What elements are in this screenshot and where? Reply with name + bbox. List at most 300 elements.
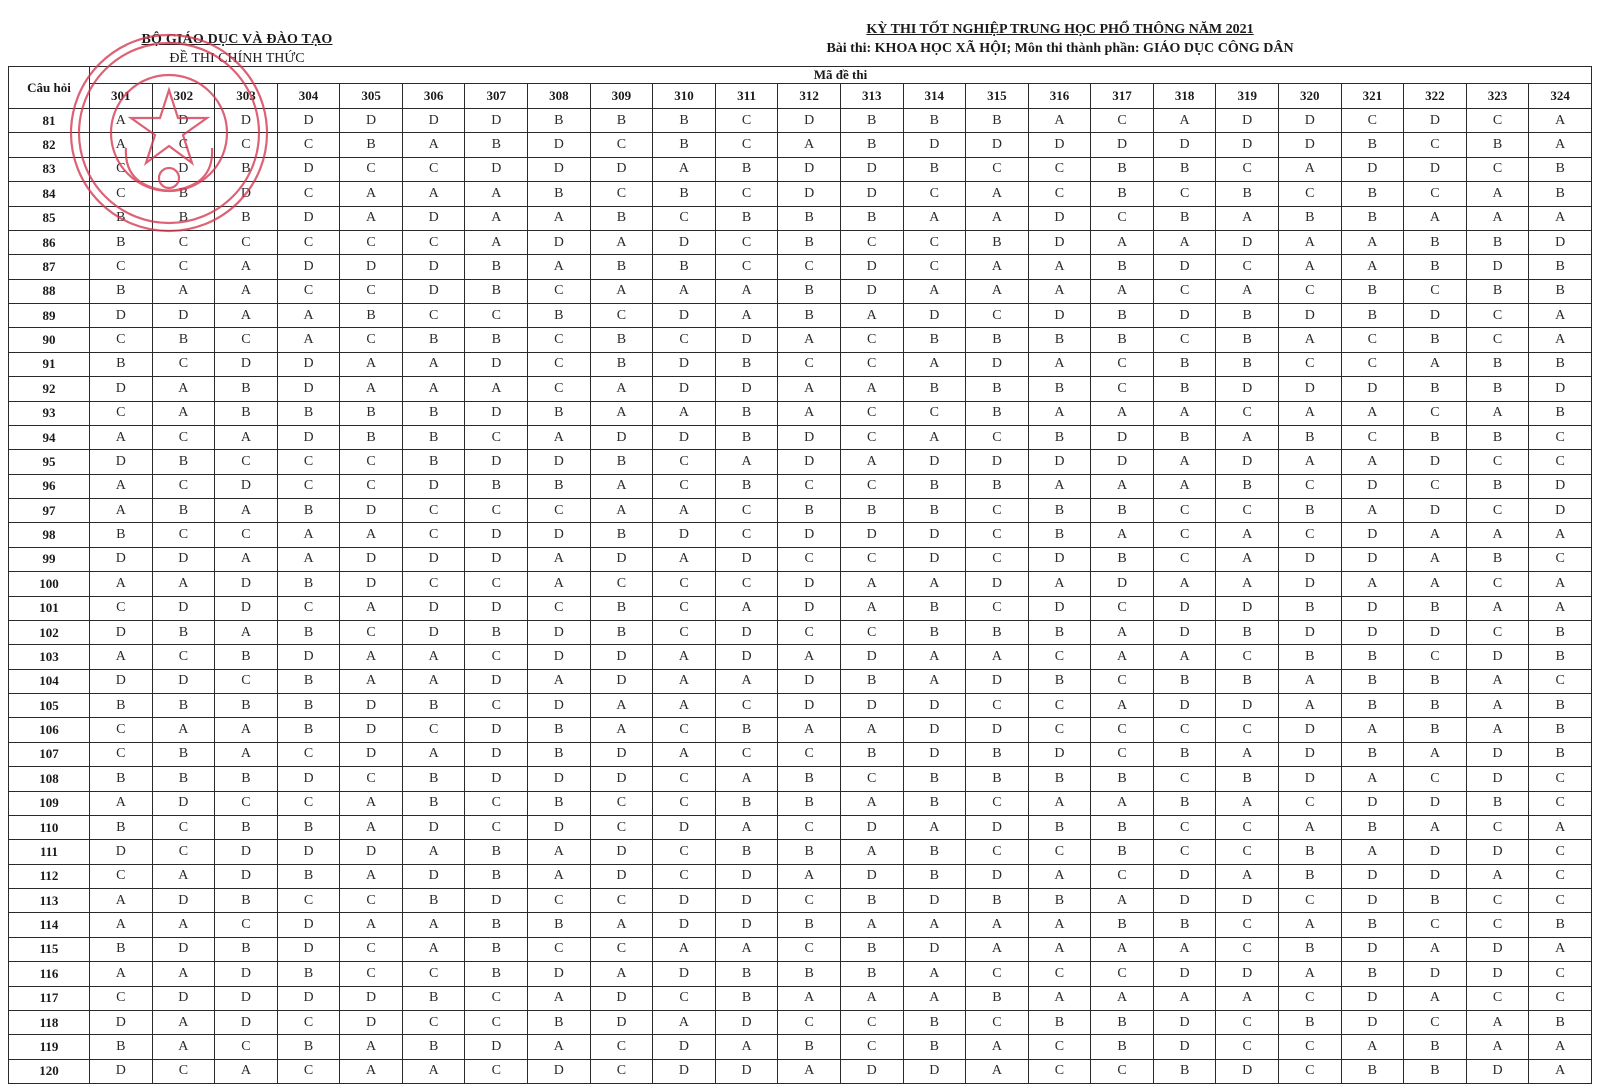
answer-cell: B: [152, 742, 215, 766]
answer-cell: D: [1278, 572, 1341, 596]
answer-cell: A: [1091, 523, 1154, 547]
answer-cell: C: [152, 815, 215, 839]
answer-cell: D: [590, 864, 653, 888]
answer-cell: B: [1028, 523, 1091, 547]
answer-cell: D: [715, 1010, 778, 1034]
answer-cell: A: [590, 694, 653, 718]
question-number: 113: [9, 889, 90, 913]
answer-cell: D: [590, 767, 653, 791]
answer-cell: A: [966, 1059, 1029, 1083]
table-row: [9, 1059, 1592, 1083]
answer-cell: D: [1341, 1010, 1404, 1034]
answer-cell: A: [903, 206, 966, 230]
answer-cell: D: [1153, 133, 1216, 157]
answer-cell: D: [840, 279, 903, 303]
answer-cell: A: [903, 913, 966, 937]
answer-cell: B: [402, 889, 465, 913]
answer-cell: B: [1341, 182, 1404, 206]
answer-cell: A: [1216, 206, 1279, 230]
answer-cell: D: [402, 815, 465, 839]
answer-cell: D: [590, 425, 653, 449]
table-row: [9, 962, 1592, 986]
answer-cell: C: [1091, 109, 1154, 133]
answer-cell: D: [465, 401, 528, 425]
answer-cell: B: [1529, 255, 1592, 279]
answer-cell: B: [1341, 645, 1404, 669]
answer-cell: B: [966, 377, 1029, 401]
answer-cell: B: [966, 767, 1029, 791]
answer-cell: A: [90, 474, 153, 498]
exam-code-310: 310: [653, 84, 716, 109]
answer-cell: C: [590, 304, 653, 328]
table-row: [9, 352, 1592, 376]
answer-cell: B: [340, 425, 403, 449]
answer-cell: C: [152, 840, 215, 864]
answer-cell: A: [402, 913, 465, 937]
answer-cell: B: [1404, 425, 1467, 449]
answer-cell: C: [840, 230, 903, 254]
answer-cell: D: [1341, 986, 1404, 1010]
answer-cell: A: [966, 1035, 1029, 1059]
answer-cell: C: [1466, 450, 1529, 474]
answer-cell: C: [465, 815, 528, 839]
answer-cell: D: [653, 889, 716, 913]
table-row: [9, 255, 1592, 279]
answer-cell: D: [1278, 109, 1341, 133]
answer-cell: A: [1341, 450, 1404, 474]
answer-cell: A: [340, 1035, 403, 1059]
answer-cell: A: [1404, 352, 1467, 376]
answer-cell: D: [402, 109, 465, 133]
answer-cell: B: [1091, 255, 1154, 279]
answer-cell: A: [840, 572, 903, 596]
answer-cell: D: [1028, 230, 1091, 254]
answer-cell: B: [715, 401, 778, 425]
answer-cell: A: [903, 645, 966, 669]
answer-cell: C: [1216, 913, 1279, 937]
answer-cell: B: [1153, 425, 1216, 449]
answer-cell: D: [1091, 425, 1154, 449]
answer-cell: A: [1028, 279, 1091, 303]
answer-cell: A: [1216, 425, 1279, 449]
answer-cell: C: [903, 255, 966, 279]
answer-cell: A: [1404, 206, 1467, 230]
answer-cell: B: [277, 1035, 340, 1059]
answer-cell: B: [590, 328, 653, 352]
answer-cell: A: [152, 913, 215, 937]
answer-cell: B: [1216, 767, 1279, 791]
answer-cell: D: [90, 377, 153, 401]
answer-cell: A: [653, 645, 716, 669]
table-row: [9, 1035, 1592, 1059]
answer-cell: A: [1028, 352, 1091, 376]
answer-cell: A: [277, 523, 340, 547]
answer-cell: A: [1278, 694, 1341, 718]
answer-cell: D: [215, 986, 278, 1010]
answer-cell: C: [277, 889, 340, 913]
answer-cell: C: [1529, 889, 1592, 913]
answer-cell: D: [528, 815, 591, 839]
answer-cell: C: [715, 523, 778, 547]
answer-cell: B: [402, 425, 465, 449]
answer-cell: C: [590, 815, 653, 839]
answer-cell: D: [465, 596, 528, 620]
answer-cell: D: [402, 255, 465, 279]
answer-cell: C: [402, 157, 465, 181]
answer-cell: B: [465, 962, 528, 986]
answer-cell: D: [277, 937, 340, 961]
answer-cell: C: [90, 328, 153, 352]
answer-cell: D: [1028, 742, 1091, 766]
answer-cell: B: [1028, 1010, 1091, 1034]
answer-cell: A: [1153, 109, 1216, 133]
answer-cell: C: [340, 474, 403, 498]
answer-cell: B: [90, 352, 153, 376]
answer-cell: B: [277, 718, 340, 742]
answer-cell: C: [1216, 255, 1279, 279]
answer-cell: B: [840, 499, 903, 523]
answer-cell: D: [215, 572, 278, 596]
answer-cell: D: [1341, 620, 1404, 644]
answer-cell: B: [1529, 694, 1592, 718]
answer-cell: C: [215, 230, 278, 254]
answer-cell: D: [528, 645, 591, 669]
answer-cell: A: [778, 1059, 841, 1083]
answer-cell: C: [1404, 913, 1467, 937]
answer-cell: A: [1341, 499, 1404, 523]
answer-cell: A: [840, 913, 903, 937]
answer-cell: B: [90, 523, 153, 547]
answer-cell: A: [1466, 718, 1529, 742]
answer-cell: D: [903, 547, 966, 571]
answer-cell: D: [277, 352, 340, 376]
answer-cell: A: [1028, 913, 1091, 937]
answer-cell: C: [966, 596, 1029, 620]
answer-cell: A: [1216, 547, 1279, 571]
answer-cell: B: [1091, 499, 1154, 523]
question-number: 85: [9, 206, 90, 230]
answer-cell: D: [1216, 889, 1279, 913]
answer-cell: D: [528, 694, 591, 718]
answer-cell: B: [966, 230, 1029, 254]
answer-cell: C: [277, 182, 340, 206]
answer-cell: B: [715, 352, 778, 376]
answer-cell: D: [1278, 304, 1341, 328]
answer-cell: C: [215, 523, 278, 547]
answer-cell: A: [715, 669, 778, 693]
answer-cell: B: [1278, 499, 1341, 523]
exam-code-303: 303: [215, 84, 278, 109]
answer-cell: D: [966, 572, 1029, 596]
answer-cell: A: [715, 815, 778, 839]
answer-cell: D: [340, 572, 403, 596]
question-number: 118: [9, 1010, 90, 1034]
answer-cell: D: [277, 109, 340, 133]
answer-cell: B: [903, 499, 966, 523]
answer-cell: D: [215, 840, 278, 864]
answer-cell: C: [1529, 425, 1592, 449]
answer-cell: C: [1529, 791, 1592, 815]
answer-cell: B: [1466, 425, 1529, 449]
answer-cell: D: [215, 109, 278, 133]
table-row: [9, 425, 1592, 449]
answer-cell: D: [1341, 547, 1404, 571]
answer-cell: B: [840, 742, 903, 766]
exam-code-313: 313: [840, 84, 903, 109]
answer-cell: C: [528, 377, 591, 401]
answer-cell: B: [152, 620, 215, 644]
answer-cell: A: [966, 913, 1029, 937]
answer-cell: C: [966, 547, 1029, 571]
answer-cell: B: [1466, 474, 1529, 498]
answer-cell: A: [90, 425, 153, 449]
answer-cell: B: [465, 937, 528, 961]
answer-cell: A: [1028, 109, 1091, 133]
answer-cell: B: [152, 694, 215, 718]
answer-cell: B: [1091, 767, 1154, 791]
answer-cell: A: [152, 401, 215, 425]
answer-cell: B: [715, 718, 778, 742]
exam-title-block: [760, 20, 1360, 58]
table-row: [9, 133, 1592, 157]
answer-cell: D: [1278, 133, 1341, 157]
table-row: [9, 620, 1592, 644]
answer-cell: C: [966, 840, 1029, 864]
question-number: 115: [9, 937, 90, 961]
answer-key-table: [8, 66, 1592, 1084]
answer-cell: C: [966, 694, 1029, 718]
answer-cell: B: [903, 767, 966, 791]
answer-cell: A: [152, 1035, 215, 1059]
answer-cell: C: [1466, 328, 1529, 352]
answer-cell: A: [1028, 864, 1091, 888]
answer-cell: A: [966, 182, 1029, 206]
answer-cell: C: [152, 425, 215, 449]
answer-cell: B: [465, 620, 528, 644]
answer-cell: D: [653, 377, 716, 401]
answer-cell: D: [715, 889, 778, 913]
answer-cell: A: [1028, 572, 1091, 596]
answer-cell: B: [528, 474, 591, 498]
answer-cell: B: [1404, 596, 1467, 620]
answer-cell: C: [1153, 840, 1216, 864]
answer-cell: B: [277, 620, 340, 644]
answer-cell: C: [1028, 1035, 1091, 1059]
answer-cell: A: [528, 547, 591, 571]
answer-cell: D: [340, 742, 403, 766]
answer-cell: C: [90, 742, 153, 766]
answer-cell: D: [966, 864, 1029, 888]
answer-cell: C: [465, 791, 528, 815]
question-number: 87: [9, 255, 90, 279]
answer-cell: D: [1341, 596, 1404, 620]
answer-cell: D: [966, 133, 1029, 157]
answer-cell: C: [778, 352, 841, 376]
answer-cell: A: [966, 645, 1029, 669]
answer-cell: D: [90, 669, 153, 693]
answer-cell: A: [715, 767, 778, 791]
answer-cell: B: [528, 1010, 591, 1034]
answer-cell: D: [715, 913, 778, 937]
answer-cell: A: [340, 913, 403, 937]
answer-cell: B: [402, 694, 465, 718]
question-number: 104: [9, 669, 90, 693]
answer-cell: D: [1028, 547, 1091, 571]
answer-cell: A: [1216, 742, 1279, 766]
answer-cell: B: [1278, 1010, 1341, 1034]
answer-cell: D: [903, 523, 966, 547]
answer-cell: D: [903, 304, 966, 328]
answer-cell: A: [215, 547, 278, 571]
answer-cell: C: [528, 889, 591, 913]
answer-cell: C: [1091, 669, 1154, 693]
answer-cell: A: [778, 133, 841, 157]
answer-cell: A: [1153, 572, 1216, 596]
answer-cell: D: [966, 352, 1029, 376]
table-row: [9, 279, 1592, 303]
answer-cell: D: [1404, 499, 1467, 523]
answer-cell: B: [465, 474, 528, 498]
answer-cell: A: [653, 157, 716, 181]
answer-cell: C: [715, 572, 778, 596]
answer-cell: A: [402, 840, 465, 864]
answer-cell: B: [1153, 377, 1216, 401]
answer-cell: C: [653, 328, 716, 352]
answer-cell: C: [778, 1010, 841, 1034]
answer-cell: B: [465, 913, 528, 937]
answer-cell: D: [1153, 596, 1216, 620]
answer-cell: B: [152, 767, 215, 791]
answer-cell: B: [215, 206, 278, 230]
answer-cell: D: [1341, 377, 1404, 401]
answer-cell: B: [715, 425, 778, 449]
answer-cell: A: [590, 718, 653, 742]
answer-cell: B: [715, 986, 778, 1010]
answer-cell: D: [778, 523, 841, 547]
answer-cell: B: [1091, 1010, 1154, 1034]
answer-cell: C: [1529, 986, 1592, 1010]
answer-cell: A: [465, 182, 528, 206]
answer-cell: C: [1153, 499, 1216, 523]
answer-cell: B: [1153, 913, 1216, 937]
answer-cell: C: [1278, 1059, 1341, 1083]
answer-cell: D: [90, 547, 153, 571]
answer-cell: D: [465, 889, 528, 913]
answer-cell: B: [90, 694, 153, 718]
answer-cell: C: [1153, 815, 1216, 839]
answer-cell: D: [402, 620, 465, 644]
table-row: [9, 889, 1592, 913]
answer-cell: C: [653, 767, 716, 791]
table-row: [9, 377, 1592, 401]
answer-cell: C: [402, 962, 465, 986]
answer-cell: C: [715, 694, 778, 718]
question-number: 82: [9, 133, 90, 157]
answer-cell: C: [277, 133, 340, 157]
answer-cell: D: [1153, 962, 1216, 986]
answer-cell: A: [1028, 255, 1091, 279]
answer-cell: C: [340, 279, 403, 303]
answer-cell: A: [590, 230, 653, 254]
question-number: 91: [9, 352, 90, 376]
answer-cell: B: [1028, 889, 1091, 913]
answer-cell: A: [90, 499, 153, 523]
answer-cell: A: [715, 279, 778, 303]
answer-cell: C: [840, 401, 903, 425]
answer-cell: D: [715, 328, 778, 352]
answer-cell: C: [215, 669, 278, 693]
answer-cell: A: [340, 352, 403, 376]
answer-cell: B: [277, 499, 340, 523]
answer-cell: A: [90, 791, 153, 815]
answer-cell: D: [1216, 596, 1279, 620]
answer-cell: D: [215, 474, 278, 498]
question-number: 99: [9, 547, 90, 571]
answer-cell: D: [465, 523, 528, 547]
answer-cell: D: [340, 547, 403, 571]
answer-cell: D: [1341, 864, 1404, 888]
answer-cell: A: [590, 279, 653, 303]
answer-cell: D: [840, 157, 903, 181]
answer-cell: D: [152, 596, 215, 620]
answer-cell: A: [1153, 401, 1216, 425]
answer-cell: B: [715, 791, 778, 815]
answer-cell: A: [528, 840, 591, 864]
exam-code-321: 321: [1341, 84, 1404, 109]
answer-cell: B: [1529, 352, 1592, 376]
exam-code-319: 319: [1216, 84, 1279, 109]
answer-cell: B: [1404, 694, 1467, 718]
answer-cell: C: [1278, 889, 1341, 913]
answer-cell: D: [277, 913, 340, 937]
answer-cell: C: [1529, 450, 1592, 474]
answer-cell: C: [966, 157, 1029, 181]
answer-cell: D: [1341, 474, 1404, 498]
exam-code-header: Mã đề thi: [90, 67, 1592, 84]
answer-cell: C: [340, 767, 403, 791]
answer-cell: C: [590, 889, 653, 913]
question-number: 88: [9, 279, 90, 303]
answer-cell: D: [1091, 133, 1154, 157]
answer-cell: A: [1091, 937, 1154, 961]
answer-cell: B: [402, 450, 465, 474]
answer-cell: B: [840, 109, 903, 133]
answer-cell: B: [1404, 718, 1467, 742]
answer-cell: A: [402, 133, 465, 157]
answer-cell: A: [340, 864, 403, 888]
table-row: [9, 913, 1592, 937]
answer-cell: A: [1529, 815, 1592, 839]
answer-cell: A: [1404, 937, 1467, 961]
answer-cell: A: [1466, 864, 1529, 888]
answer-cell: C: [1216, 718, 1279, 742]
exam-code-301: 301: [90, 84, 153, 109]
answer-cell: B: [1028, 767, 1091, 791]
answer-cell: C: [715, 499, 778, 523]
answer-cell: D: [465, 157, 528, 181]
answer-cell: C: [528, 937, 591, 961]
answer-cell: D: [903, 1059, 966, 1083]
answer-cell: A: [778, 986, 841, 1010]
question-column-header: Câu hỏi: [9, 67, 90, 109]
answer-cell: A: [903, 352, 966, 376]
answer-cell: D: [1466, 1059, 1529, 1083]
answer-cell: B: [1404, 255, 1467, 279]
question-number: 93: [9, 401, 90, 425]
answer-cell: A: [1216, 279, 1279, 303]
answer-cell: A: [1153, 645, 1216, 669]
answer-cell: D: [653, 352, 716, 376]
